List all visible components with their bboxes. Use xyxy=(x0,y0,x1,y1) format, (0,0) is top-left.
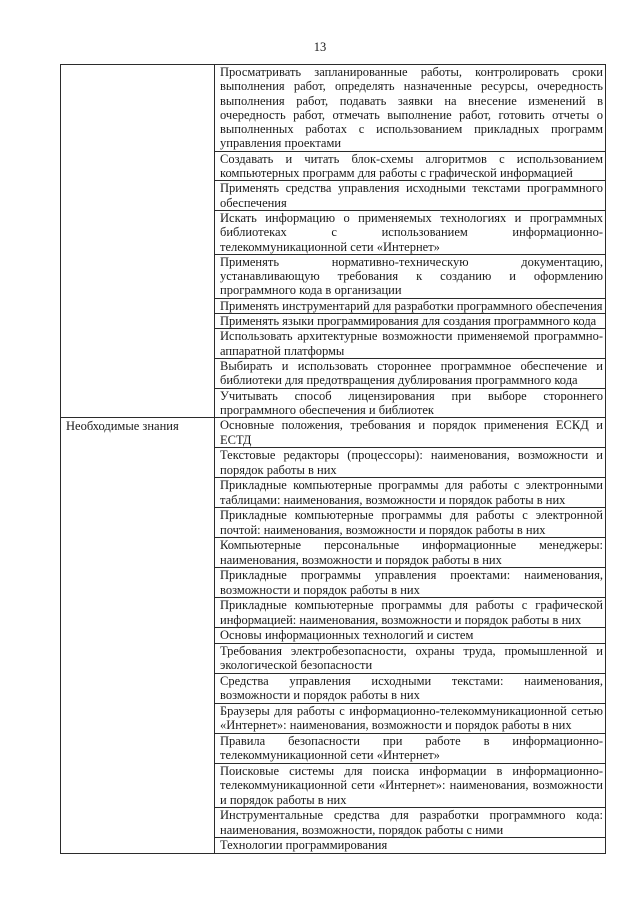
skill-item: Применять инструментарий для разработки программного обеспечения xyxy=(215,298,605,313)
skill-item: Выбирать и использовать стороннее программное обеспечение и библиотеки для предотвращения дублирования программного кода xyxy=(215,358,605,388)
knowledge-item: Основы информационных технологий и систем xyxy=(215,627,605,643)
skill-item: Просматривать запланированные работы, контролировать сроки выполнения работ, определять назначенные ресурсы, очередность выполнения работ, подавать заявки на внесение изменений в очередность работ, отмечать выполнение работ, готовить отчеты о выполненных работах с использованием прикладных программ управления проектами xyxy=(220,65,603,151)
knowledge-item: Правила безопасности при работе в информационно-телекоммуникационной сети «Интернет» xyxy=(215,733,605,763)
knowledge-item: Инструментальные средства для разработки программного кода: наименования, возможности, порядок работы с ними xyxy=(215,807,605,837)
knowledge-item: Браузеры для работы с информационно-телекоммуникационной сетью «Интернет»: наименования, возможности и порядок работы в них xyxy=(215,703,605,733)
knowledge-item: Прикладные компьютерные программы для работы с графической информацией: наименования, возможности и порядок работы в них xyxy=(215,597,605,627)
knowledge-item: Компьютерные персональные информационные менеджеры: наименования, возможности и порядок работы в них xyxy=(215,537,605,567)
knowledge-item: Требования электробезопасности, охраны труда, промышленной и экологической безопасности xyxy=(215,643,605,673)
requirements-table xyxy=(60,64,606,854)
knowledge-item: Поисковые системы для поиска информации в информационно-телекоммуникационной сети «Интернет»: наименования, возможности и порядок работы в них xyxy=(215,763,605,808)
knowledge-row xyxy=(61,418,606,854)
skills-label-cell xyxy=(61,65,215,418)
knowledge-item: Основные положения, требования и порядок применения ЕСКД и ЕСТД xyxy=(220,418,603,447)
skill-item: Использовать архитектурные возможности применяемой программно-аппаратной платформы xyxy=(215,328,605,358)
skill-item: Создавать и читать блок-схемы алгоритмов с использованием компьютерных программ для работы с графической информацией xyxy=(215,151,605,181)
skill-item: Применять языки программирования для создания программного кода xyxy=(215,313,605,328)
knowledge-list-cell xyxy=(215,418,606,854)
page-number: 13 xyxy=(313,40,327,54)
knowledge-item: Текстовые редакторы (процессоры): наименования, возможности и порядок работы в них xyxy=(215,447,605,477)
skill-item: Учитывать способ лицензирования при выборе стороннего программного обеспечения и библиотек xyxy=(215,388,605,418)
knowledge-item: Прикладные компьютерные программы для работы с электронными таблицами: наименования, возможности и порядок работы в них xyxy=(215,477,605,507)
knowledge-item: Прикладные компьютерные программы для работы с электронной почтой: наименования, возможности и порядок работы в них xyxy=(215,507,605,537)
skills-list-cell xyxy=(215,65,606,418)
knowledge-item: Прикладные программы управления проектами: наименования, возможности и порядок работы в них xyxy=(215,567,605,597)
skill-item: Применять нормативно-техническую документацию, устанавливающую требования к созданию и оформлению программного кода в организации xyxy=(215,254,605,298)
knowledge-label-cell: Необходимые знания xyxy=(61,418,215,854)
knowledge-item: Средства управления исходными текстами: наименования, возможности и порядок работы в них xyxy=(215,673,605,703)
skill-item: Искать информацию о применяемых технологиях и программных библиотеках с использованием информационно-телекоммуникационной сети «Интернет» xyxy=(215,210,605,254)
knowledge-item: Технологии программирования xyxy=(215,837,605,853)
skill-item: Применять средства управления исходными текстами программного обеспечения xyxy=(215,180,605,210)
skills-row xyxy=(61,65,606,418)
